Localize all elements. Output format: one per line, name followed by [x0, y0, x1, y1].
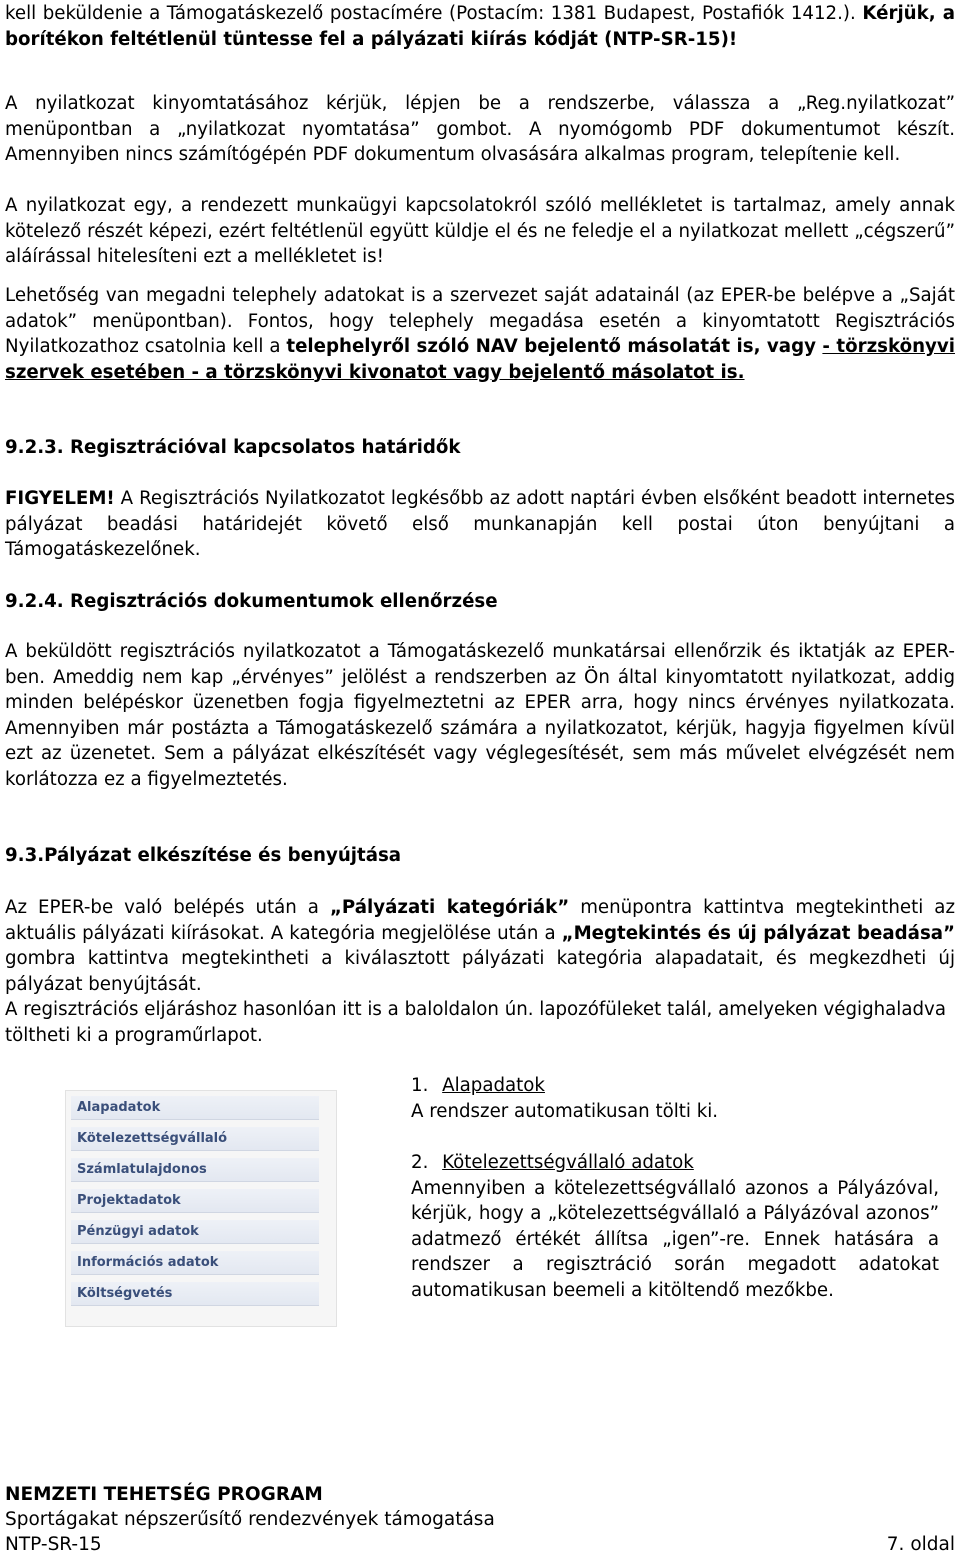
paragraph-attention — [5, 486, 955, 563]
item-kotelezettsegvallalo — [411, 1150, 939, 1303]
item-number: 2. — [411, 1152, 429, 1173]
application-text-2: menüpontra kattintva megtekintheti az aktuális pályázati kiírásokat. A kategória megjelölése után a — [5, 897, 955, 944]
application-button-name: „Megtekintés és új pályázat beadása” — [561, 922, 955, 944]
postal-warning: Kérjük, a borítékon feltétlenül tüntesse fel a pályázati kiírás kódját (NTP-SR-15)! — [5, 3, 955, 50]
menu-item-penzugyi-adatok: Pénzügyi adatok — [71, 1220, 319, 1244]
paragraph-tabs: A regisztrációs eljáráshoz hasonlóan itt is a baloldalon ún. lapozófüleket talál, amelyeken végighaladva töltheti ki a programűrlapot. — [5, 999, 946, 1046]
item-title: Kötelezettségvállaló adatok — [442, 1152, 694, 1173]
paragraph-check: A beküldött regisztrációs nyilatkozatot a Támogatáskezelő munkatársai ellenőrzik és iktatják az EPER-ben. Ameddig nem kap „érvényes” jelölést a rendszerben az Ön által kinyomtatott nyilatkozat, addig minden belépéskor üzenetben fogja figyelmeztetni az EPER arra, hogy nincs érvényes nyilatkozata. Amennyiben már postázta a Támogatáskezelő számára a nyilatkozatot, kérjük, hagyja figyelmen kívül ezt az üzenetet. Sem a pályázat elkészítését vagy véglegesítését, sem más művelet elvégzését nem korlátozza ez a figyelmeztetés. — [5, 641, 955, 790]
application-text-3: gombra kattintva megtekintheti a kiválasztott pályázati kategória alapadatait, és megkezdheti új pályázat benyújtását. — [5, 948, 955, 995]
footer — [5, 1482, 955, 1557]
section-heading-application: 9.3.Pályázat elkészítése és benyújtása — [5, 845, 402, 866]
postal-text: kell beküldenie a Támogatáskezelő postacímére (Postacím: 1381 Budapest, Postafiók 1412.). — [5, 3, 856, 24]
item-alapadatok-heading — [411, 1073, 941, 1099]
page-number: 7. oldal — [886, 1534, 955, 1555]
item-alapadatok — [411, 1073, 941, 1124]
application-text-1: Az EPER-be való belépés után a — [5, 897, 330, 918]
paragraph-print: A nyilatkozat kinyomtatásához kérjük, lépjen be a rendszerbe, válassza a „Reg.nyilatkozat” menüpontban a „nyilatkozat nyomtatása” gombot. A nyomógomb PDF dokumentumot készít. Amennyiben nincs számítógépén PDF dokumentum olvasására alkalmas program, telepítenie kell. — [5, 93, 955, 165]
item-text: A rendszer automatikusan tölti ki. — [411, 1100, 719, 1122]
menu-item-koltsegvetes: Költségvetés — [71, 1282, 319, 1306]
menu-item-alapadatok: Alapadatok — [71, 1096, 319, 1120]
menu-item-informacios-adatok: Információs adatok — [71, 1251, 319, 1275]
tab-menu-screenshot — [65, 1090, 337, 1327]
paragraph-postal — [5, 1, 955, 52]
footer-code: NTP-SR-15 — [5, 1534, 102, 1555]
paragraph-site-data — [5, 283, 955, 385]
item-title: Alapadatok — [442, 1075, 545, 1096]
application-menu-name: „Pályázati kategóriák” — [329, 897, 570, 918]
section-heading-deadlines: 9.2.3. Regisztrációval kapcsolatos határidők — [5, 437, 461, 458]
item-text: Amennyiben a kötelezettségvállaló azonos a Pályázóval, kérjük, hogy a „kötelezettségvállaló a Pályázóval azonos” adatmező értékét állítsa „igen”-re. Ennek hatására a rendszer a regisztráció során megadott adatokat automatikusan beemeli a kitöltendő mezőkbe. — [411, 1177, 939, 1301]
menu-item-projektadatok: Projektadatok — [71, 1189, 319, 1213]
site-data-bold: telephelyről szóló NAV bejelentő másolatát is, vagy — [286, 336, 823, 357]
attention-text: A Regisztrációs Nyilatkozatot legkésőbb az adott naptári évben elsőként beadott internetes pályázat beadási határidejét követő első munkanapján kell postai úton benyújtani a Támogatáskezelőnek. — [5, 488, 955, 560]
paragraph-application — [5, 895, 955, 997]
item-number: 1. — [411, 1075, 429, 1096]
section-heading-check: 9.2.4. Regisztrációs dokumentumok ellenőrzése — [5, 591, 498, 612]
site-data-text: Lehetőség van megadni telephely adatokat is a szervezet saját adatainál (az EPER-be belépve a „Saját adatok” menüpontban). Fontos, hogy telephely megadása esetén a kinyomtatott Regisztrációs Nyilatkozathoz csatolnia kell a — [5, 285, 955, 357]
footer-subtitle: Sportágakat népszerűsítő rendezvények támogatása — [5, 1509, 495, 1530]
paragraph-annex: A nyilatkozat egy, a rendezett munkaügyi kapcsolatokról szóló mellékletet is tartalmaz, amely annak kötelező részét képezi, ezért feltétlenül együtt küldje el és ne feledje el a nyilatkozat mellett „cégszerű” aláírással hitelesíteni ezt a mellékletet is! — [5, 195, 955, 267]
footer-program: NEMZETI TEHETSÉG PROGRAM — [5, 1484, 323, 1505]
site-data-underlined: - törzskönyvi szervek esetében - a törzskönyvi kivonatot vagy bejelentő másolatot is. — [5, 336, 955, 383]
footer-last-line — [5, 1532, 955, 1557]
menu-item-szamlatulajdonos: Számlatulajdonos — [71, 1158, 319, 1182]
item-kotelezettsegvallalo-heading — [411, 1150, 939, 1176]
attention-label: FIGYELEM! — [5, 488, 115, 509]
menu-item-kotelezettsegvallalo: Kötelezettségvállaló — [71, 1127, 319, 1151]
